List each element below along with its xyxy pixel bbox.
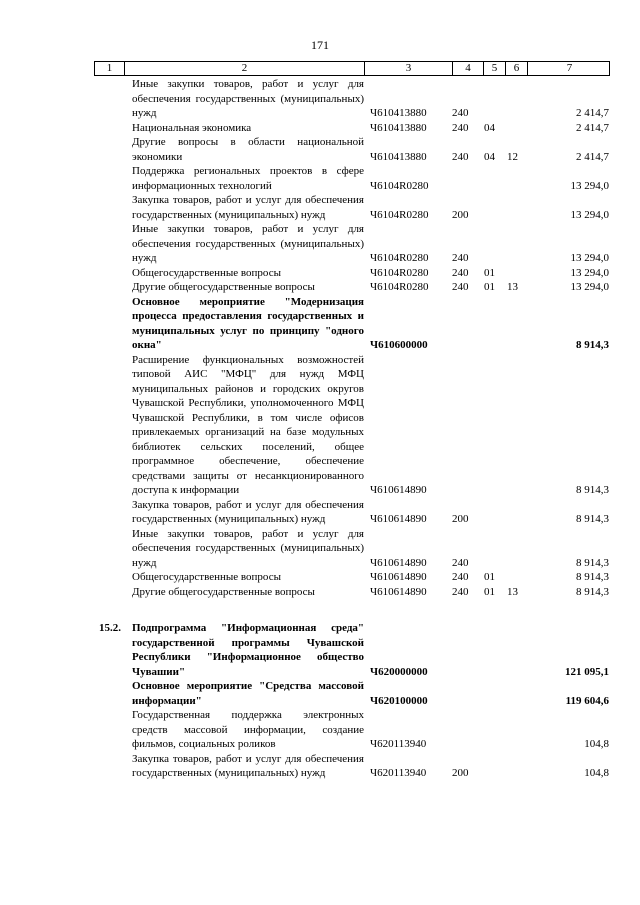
row-section: 01 [484, 585, 495, 598]
table-row [0, 498, 640, 527]
header-col-2: 2 [125, 62, 365, 75]
row-amount: 13 294,0 [570, 252, 609, 264]
row-amount: 104,8 [584, 738, 609, 750]
table-row [0, 135, 640, 164]
row-amount: 119 604,6 [565, 694, 609, 707]
table-row [0, 193, 640, 222]
row-code: Ч610413880 [370, 150, 427, 163]
row-section: 04 [484, 121, 495, 134]
table-row [0, 679, 640, 708]
row-expense-type: 240 [452, 556, 469, 569]
row-name: Иные закупки товаров, работ и услуг для обеспечения государственных (муниципальных) нужд [132, 223, 364, 264]
row-amount: 2 414,7 [576, 107, 609, 119]
row-code: Ч610413880 [370, 107, 427, 119]
header-col-6: 6 [506, 62, 528, 75]
row-amount: 104,8 [584, 767, 609, 779]
row-subsection: 13 [507, 585, 518, 598]
row-code: Ч610614890 [370, 571, 427, 583]
row-name: Закупка товаров, работ и услуг для обеспечения государственных (муниципальных) нужд [132, 498, 364, 525]
table-row [0, 280, 640, 295]
row-amount: 8 914,3 [576, 513, 609, 525]
row-code: Ч620113940 [370, 767, 427, 779]
row-code: Ч610614890 [370, 484, 427, 496]
row-name: Подпрограмма "Информационная среда" государственной программы Чувашской Республики "Информационное общество Чувашии" [132, 622, 364, 678]
row-amount: 13 294,0 [570, 179, 609, 192]
row-name: Государственная поддержка электронных средств массовой информации, создание фильмов, социальных роликов [132, 709, 364, 750]
row-name: Общегосударственные вопросы [132, 266, 281, 279]
row-code: Ч6104R0280 [370, 252, 429, 264]
row-number: 15.2. [99, 622, 121, 634]
table-row [0, 266, 640, 281]
row-subsection: 13 [507, 281, 518, 293]
row-expense-type: 240 [452, 252, 469, 264]
row-name: Расширение функциональных возможностей типовой АИС "МФЦ" для нужд МФЦ муниципальных районов и городских округов Чувашской Республики, уполномоченного МФЦ Чувашской Республики, в том числе офисов привлекаемых организаций на базе модульных библиотек сельских поселений, общее программное обеспечение, обеспечение средствами защиты от несанкционированного доступа к информации [132, 353, 364, 496]
table-row [0, 708, 640, 752]
row-name: Национальная экономика [132, 121, 252, 134]
row-expense-type: 240 [452, 266, 469, 279]
row-name: Поддержка региональных проектов в сфере информационных технологий [132, 165, 364, 192]
row-amount: 13 294,0 [570, 281, 609, 293]
row-amount: 13 294,0 [570, 266, 609, 279]
row-code: Ч610614890 [370, 585, 427, 598]
row-amount: 8 914,3 [576, 556, 609, 569]
row-amount: 8 914,3 [576, 571, 609, 583]
row-section: 01 [484, 281, 495, 293]
row-name: Иные закупки товаров, работ и услуг для обеспечения государственных (муниципальных) нужд [132, 78, 364, 119]
row-expense-type: 200 [452, 208, 469, 221]
table-row [0, 527, 640, 571]
row-code: Ч6104R0280 [370, 266, 429, 279]
row-name: Общегосударственные вопросы [132, 571, 281, 583]
row-amount: 8 914,3 [576, 484, 609, 496]
row-name: Другие общегосударственные вопросы [132, 281, 315, 293]
table-row [0, 77, 640, 121]
table-row [0, 621, 640, 679]
row-amount: 2 414,7 [576, 121, 609, 134]
table-row [0, 295, 640, 353]
row-expense-type: 240 [452, 571, 469, 583]
row-name: Основное мероприятие "Средства массовой информации" [132, 680, 364, 707]
row-amount: 8 914,3 [576, 339, 609, 351]
row-amount: 8 914,3 [576, 585, 609, 598]
row-code: Ч620113940 [370, 738, 427, 750]
row-code: Ч620000000 [370, 665, 428, 678]
row-code: Ч6104R0280 [370, 179, 429, 192]
row-expense-type: 240 [452, 585, 469, 598]
row-subsection: 12 [507, 150, 518, 163]
row-section: 04 [484, 150, 495, 163]
row-code: Ч610614890 [370, 513, 427, 525]
table-row [0, 752, 640, 781]
table-row [0, 353, 640, 498]
table-row [0, 570, 640, 585]
row-code: Ч610413880 [370, 121, 427, 134]
row-expense-type: 200 [452, 513, 469, 525]
header-col-1: 1 [95, 62, 125, 75]
table-header [94, 61, 610, 76]
header-col-7: 7 [566, 62, 573, 74]
table-row [0, 222, 640, 266]
row-section: 01 [484, 266, 495, 279]
table-row [0, 121, 640, 136]
table-row [0, 164, 640, 193]
row-name: Иные закупки товаров, работ и услуг для обеспечения государственных (муниципальных) нужд [132, 527, 364, 569]
row-amount: 121 095,1 [565, 665, 609, 678]
row-expense-type: 240 [452, 150, 469, 163]
row-expense-type: 240 [452, 281, 469, 293]
row-expense-type: 240 [452, 121, 469, 134]
page-number: 171 [311, 38, 329, 52]
row-code: Ч610600000 [370, 339, 428, 351]
row-name: Закупка товаров, работ и услуг для обеспечения государственных (муниципальных) нужд [132, 752, 364, 779]
row-amount: 13 294,0 [570, 208, 609, 221]
row-name: Другие общегосударственные вопросы [132, 585, 315, 598]
row-expense-type: 240 [452, 107, 469, 119]
budget-table-body [0, 77, 640, 781]
row-code: Ч6104R0280 [370, 208, 429, 221]
row-name: Основное мероприятие "Модернизация процесса предоставления государственных и муниципальных услуг по принципу "одного окна" [132, 295, 364, 351]
row-code: Ч620100000 [370, 694, 428, 707]
header-col-4: 4 [453, 62, 484, 75]
header-col-5: 5 [484, 62, 506, 75]
row-code: Ч610614890 [370, 556, 427, 569]
row-code: Ч6104R0280 [370, 281, 429, 293]
row-amount: 2 414,7 [576, 150, 609, 163]
row-section: 01 [484, 571, 495, 583]
header-col-3: 3 [365, 62, 453, 75]
row-name: Закупка товаров, работ и услуг для обеспечения государственных (муниципальных) нужд [132, 194, 364, 221]
row-name: Другие вопросы в области национальной экономики [132, 136, 364, 163]
row-expense-type: 200 [452, 767, 469, 779]
table-row [0, 585, 640, 600]
